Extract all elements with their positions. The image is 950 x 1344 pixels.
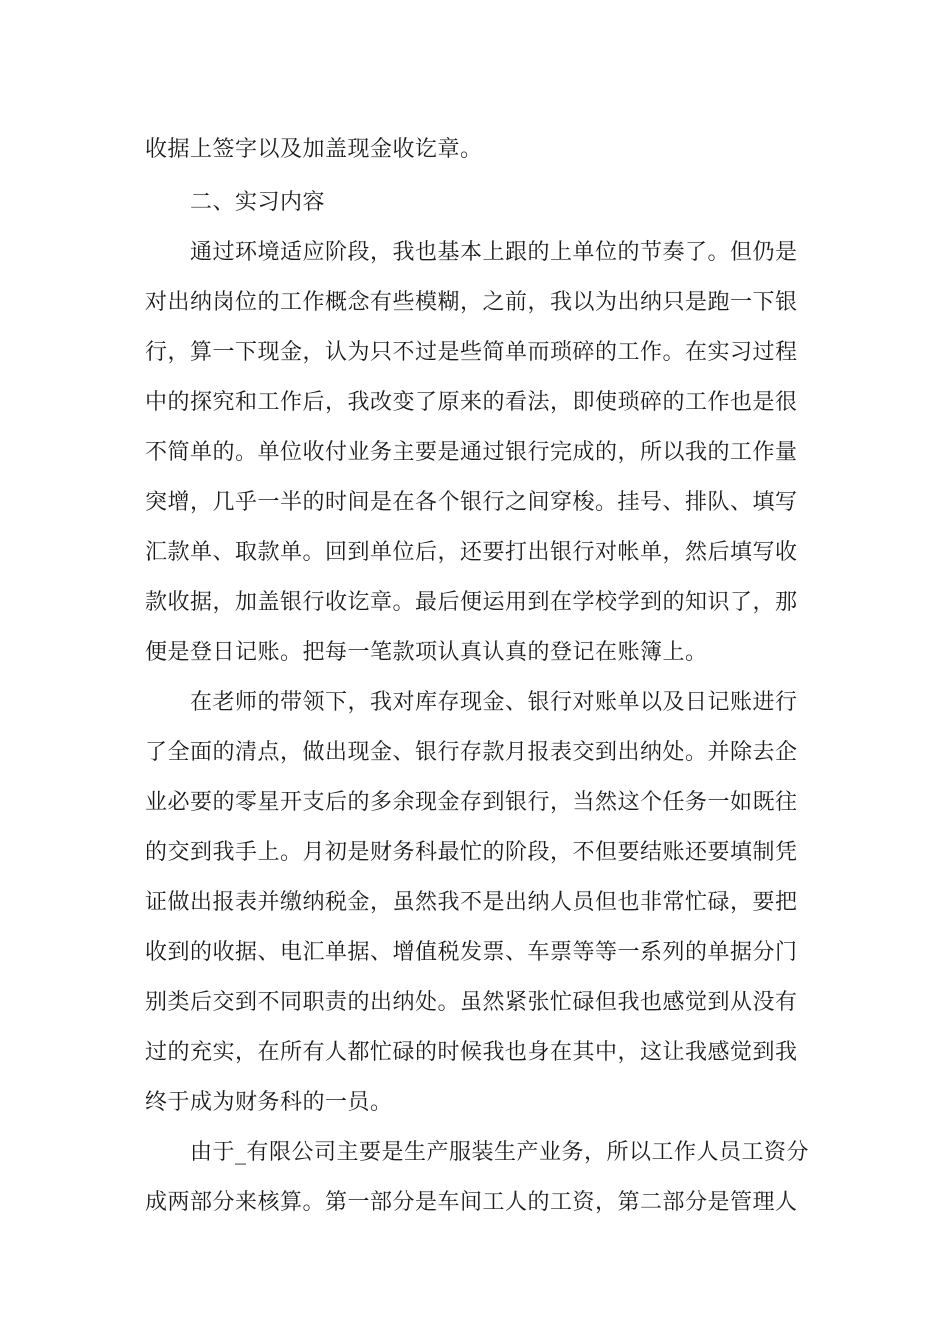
text-line: 由于_有限公司主要是生产服装生产业务，所以工作人员工资分 (190, 1140, 810, 1165)
text-line: 不简单的。单位收付业务主要是通过银行完成的，所以我的工作量 (145, 440, 798, 465)
text-line: 款收据，加盖银行收讫章。最后便运用到在学校学到的知识了，那 (145, 590, 798, 615)
text-line: 业必要的零星开支后的多余现金存到银行，当然这个任务一如既往 (145, 790, 798, 815)
text-line: 的交到我手上。月初是财务科最忙的阶段，不但要结账还要填制凭 (145, 840, 798, 865)
text-line: 终于成为财务科的一员。 (145, 1090, 393, 1115)
text-line: 对出纳岗位的工作概念有些模糊，之前，我以为出纳只是跑一下银 (145, 290, 798, 315)
text-line: 别类后交到不同职责的出纳处。虽然紧张忙碌但我也感觉到从没有 (145, 990, 798, 1015)
text-line: 成两部分来核算。第一部分是车间工人的工资，第二部分是管理人 (145, 1190, 798, 1215)
text-line: 过的充实，在所有人都忙碌的时候我也身在其中，这让我感觉到我 (145, 1040, 798, 1065)
text-line: 在老师的带领下，我对库存现金、银行对账单以及日记账进行 (190, 690, 798, 715)
text-line: 行，算一下现金，认为只不过是些简单而琐碎的工作。在实习过程 (145, 340, 798, 365)
section-heading: 二、实习内容 (190, 190, 326, 215)
text-line: 了全面的清点，做出现金、银行存款月报表交到出纳处。并除去企 (145, 740, 798, 765)
text-line: 突增，几乎一半的时间是在各个银行之间穿梭。挂号、排队、填写 (145, 490, 798, 515)
text-line: 收据上签字以及加盖现金收讫章。 (145, 137, 483, 162)
text-line: 便是登日记账。把每一笔款项认真认真的登记在账簿上。 (145, 640, 708, 665)
text-line: 汇款单、取款单。回到单位后，还要打出银行对帐单，然后填写收 (145, 540, 798, 565)
text-line: 通过环境适应阶段，我也基本上跟的上单位的节奏了。但仍是 (190, 240, 798, 265)
text-line: 收到的收据、电汇单据、增值税发票、车票等等一系列的单据分门 (145, 940, 798, 965)
text-line: 证做出报表并缴纳税金，虽然我不是出纳人员但也非常忙碌，要把 (145, 890, 798, 915)
text-line: 中的探究和工作后，我改变了原来的看法，即使琐碎的工作也是很 (145, 390, 798, 415)
